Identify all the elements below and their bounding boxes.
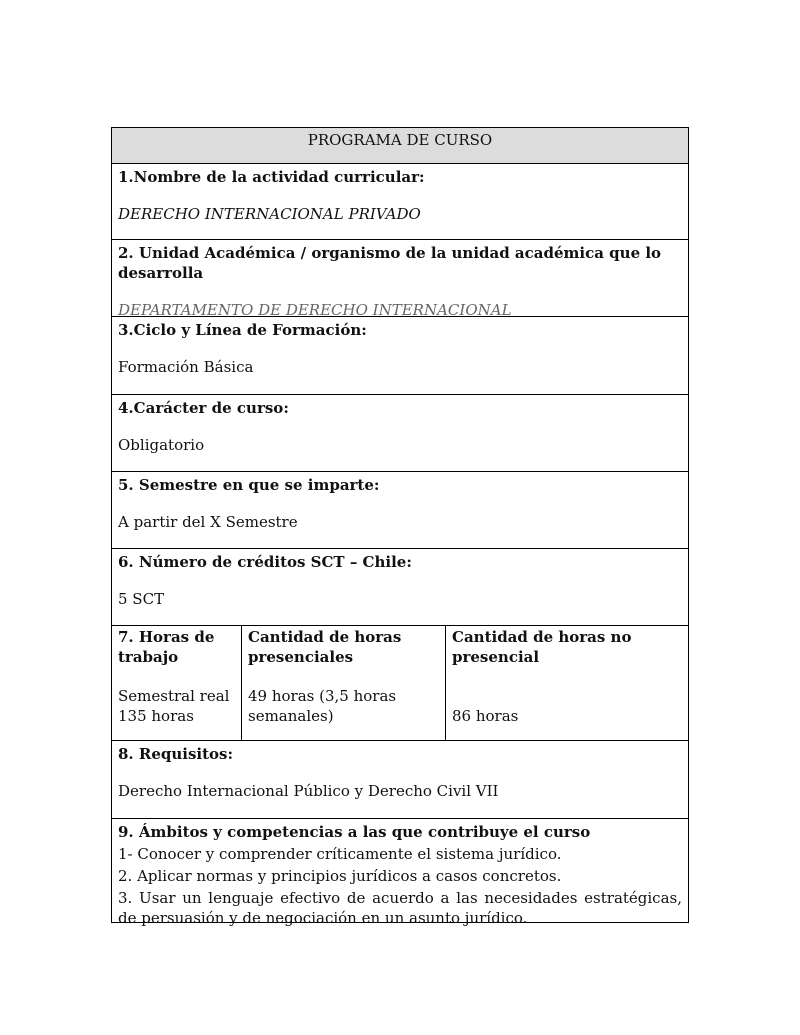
section-heading: 3.Ciclo y Línea de Formación: [118, 321, 367, 339]
section-value: Derecho Internacional Público y Derecho Civil VII [118, 782, 499, 800]
section-course-character [112, 394, 688, 471]
work-hours-cell [112, 626, 242, 740]
section-cycle-line [112, 316, 688, 394]
section-heading: 1.Nombre de la actividad curricular: [118, 168, 425, 186]
section-value: A partir del X Semestre [118, 513, 298, 531]
section-requirements [112, 740, 688, 818]
remote-hours-value: 86 horas [452, 707, 519, 725]
section-competencies [112, 818, 688, 927]
section-academic-unit [112, 239, 688, 319]
remote-hours-cell [446, 626, 688, 740]
section-activity-name [112, 163, 688, 239]
section-heading: 2. Unidad Académica / organismo de la unidad académica que lo desarrolla [118, 244, 662, 282]
section-value: DEPARTAMENTO DE DERECHO INTERNACIONAL [118, 301, 512, 319]
section-heading: 8. Requisitos: [118, 745, 234, 763]
list-item: 2. Aplicar normas y principios jurídicos a casos concretos. [118, 867, 562, 885]
section-value: Obligatorio [118, 436, 205, 454]
list-item: 3. Usar un lenguaje efectivo de acuerdo a las necesidades estratégicas, de persuasión y de negociación en un asunto jurídico. [118, 889, 682, 927]
work-hours-heading: 7. Horas de trabajo [118, 628, 215, 666]
section-heading: 9. Ámbitos y competencias a las que contribuye el curso [118, 823, 591, 841]
in-person-hours-value: 49 horas (3,5 horas semanales) [248, 687, 397, 725]
section-value: DERECHO INTERNACIONAL PRIVADO [118, 205, 421, 223]
section-value: Formación Básica [118, 358, 254, 376]
section-heading: 5. Semestre en que se imparte: [118, 476, 380, 494]
table-title [112, 128, 688, 163]
section-value: 5 SCT [118, 590, 165, 608]
course-program-table [111, 127, 689, 927]
table-title-text: PROGRAMA DE CURSO [307, 131, 493, 149]
remote-hours-heading: Cantidad de horas no presencial [452, 628, 632, 666]
section-heading: 6. Número de créditos SCT – Chile: [118, 553, 412, 571]
section-credits [112, 548, 688, 625]
work-hours-value: Semestral real 135 horas [118, 687, 230, 725]
list-item: 1- Conocer y comprender críticamente el sistema jurídico. [118, 845, 562, 863]
competency-list [118, 844, 682, 928]
section-heading: 4.Carácter de curso: [118, 399, 289, 417]
in-person-hours-cell [242, 626, 446, 740]
section-work-hours [112, 625, 688, 740]
section-semester [112, 471, 688, 548]
in-person-hours-heading: Cantidad de horas presenciales [248, 628, 402, 666]
